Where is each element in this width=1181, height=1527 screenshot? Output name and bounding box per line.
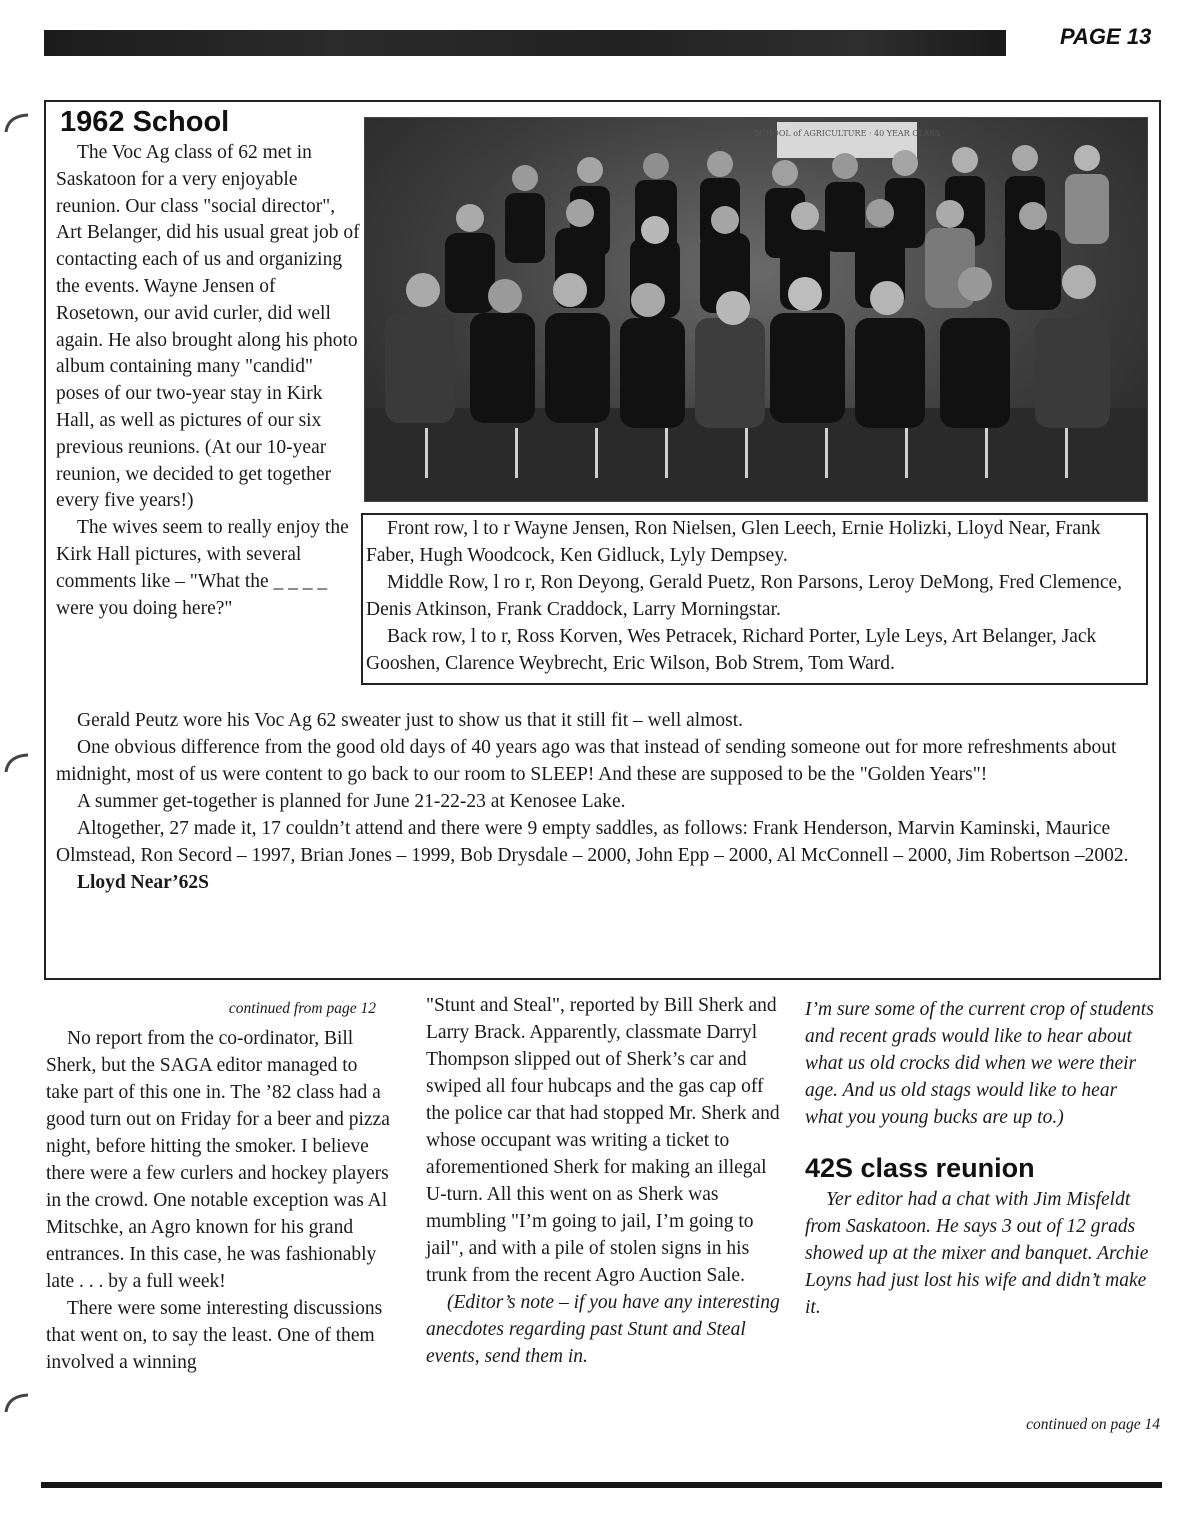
punch-hole-mark xyxy=(4,752,30,774)
editor-note-continued: I’m sure some of the current crop of students and recent grads would like to hear about what us old crocks did when we were their age. And us old stags would like to hear what you young bucks are up to.) xyxy=(805,999,1154,1128)
article-paragraph: No report from the co-ordinator, Bill Sherk, but the SAGA editor managed to take part of this one in. The ’82 class had a good turn out on Friday for a beer and pizza night, before hitting the smoker. I believe there were a few curlers and hockey players in the crowd. One notable exception was Al Mitschke, an Agro known for his grand entrances. In this case, he was fashionably late . . . by a full week! xyxy=(46,1028,390,1292)
group-photo xyxy=(364,117,1148,502)
footer-rule xyxy=(41,1482,1162,1488)
continued-on-note: continued on page 14 xyxy=(1026,1416,1160,1433)
article-column-2 xyxy=(426,992,782,1370)
photo-caption xyxy=(361,513,1148,685)
article-paragraph: There were some interesting discussions that went on, to say the least. One of them involved a winning xyxy=(46,1298,383,1373)
story-signature: Lloyd Near’62S xyxy=(77,872,209,893)
banner-text: SCHOOL of AGRICULTURE · 40 YEAR CLASS xyxy=(753,129,941,138)
story-paragraph: A summer get-together is planned for June 21-22-23 at Kenosee Lake. xyxy=(77,791,626,812)
continued-from-note: continued from page 12 xyxy=(228,1000,376,1017)
story-paragraph: One obvious difference from the good old days of 40 years ago was that instead of sending someone out for more refreshments about midnight, most of us were content to go back to our room to SLEEP! And these are supposed to be the "Golden Years"! xyxy=(56,737,1117,785)
story-paragraph: Gerald Peutz wore his Voc Ag 62 sweater just to show us that it still fit – well almost. xyxy=(77,710,743,731)
story-paragraph: Altogether, 27 made it, 17 couldn’t attend and there were 9 empty saddles, as follows: Frank Henderson, Marvin Kaminski, Maurice Olmstead, Ron Secord – 1997, Brian Jones – 1999, Bob Drysdale – 2000, John Epp – 2000, Al McConnell – 2000, Jim Robertson –2002. xyxy=(56,818,1129,866)
article-paragraph: "Stunt and Steal", reported by Bill Sherk and Larry Brack. Apparently, classmate Darryl Thompson slipped out of Sherk’s car and swiped all four hubcaps and the gas cap off the police car that had stopped Mr. Sherk and whose occupant was writing a ticket to aforementioned Sherk for making an illegal U-turn. All this went on as Sherk was mumbling "I’m going to jail, I’m going to jail", and with a pile of stolen signs in his trunk from the recent Agro Auction Sale. xyxy=(426,995,780,1286)
page-number: PAGE 13 xyxy=(1060,24,1152,49)
story-paragraph: The Voc Ag class of 62 met in Saskatoon for a very enjoyable reunion. Our class "social director", Art Belanger, did his usual great job of contacting each of us and organizing the events. Wayne Jensen of Rosetown, our avid curler, did well again. He also brought along his photo album containing many "candid" poses of our two-year stay in Kirk Hall, as well as pictures of our six previous reunions. (At our 10-year reunion, we decided to get together every five years!) xyxy=(56,142,360,512)
article-column-3 xyxy=(805,996,1155,1321)
punch-hole-mark xyxy=(4,112,30,134)
caption-middle-row: Middle Row, l ro r, Ron Deyong, Gerald Puetz, Ron Parsons, Leroy DeMong, Fred Clemence, Denis Atkinson, Frank Craddock, Larry Morningstar. xyxy=(366,572,1123,620)
story-body xyxy=(56,707,1146,896)
section-paragraph: Yer editor had a chat with Jim Misfeldt from Saskatoon. He says 3 out of 12 grads showed up at the mixer and banquet. Archie Loyns had just lost his wife and didn’t make it. xyxy=(805,1189,1149,1318)
section-title: 42S class reunion xyxy=(805,1153,1035,1183)
story-title: 1962 School xyxy=(60,106,230,138)
article-column-1 xyxy=(46,996,394,1376)
caption-front-row: Front row, l to r Wayne Jensen, Ron Nielsen, Glen Leech, Ernie Holizki, Lloyd Near, Frank Faber, Hugh Woodcock, Ken Gidluck, Lyly Dempsey. xyxy=(366,518,1101,566)
story-intro-column xyxy=(56,140,360,622)
caption-back-row: Back row, l to r, Ross Korven, Wes Petracek, Richard Porter, Lyle Leys, Art Belanger, Jack Gooshen, Clarence Weybrecht, Eric Wilson, Bob Strem, Tom Ward. xyxy=(366,626,1097,674)
editor-note: (Editor’s note – if you have any interesting anecdotes regarding past Stunt and Steal events, send them in. xyxy=(426,1292,780,1367)
punch-hole-mark xyxy=(4,1392,30,1414)
header-bar xyxy=(44,30,1006,56)
story-paragraph: The wives seem to really enjoy the Kirk Hall pictures, with several comments like – "What the _ _ _ _ were you doing here?" xyxy=(56,517,349,619)
